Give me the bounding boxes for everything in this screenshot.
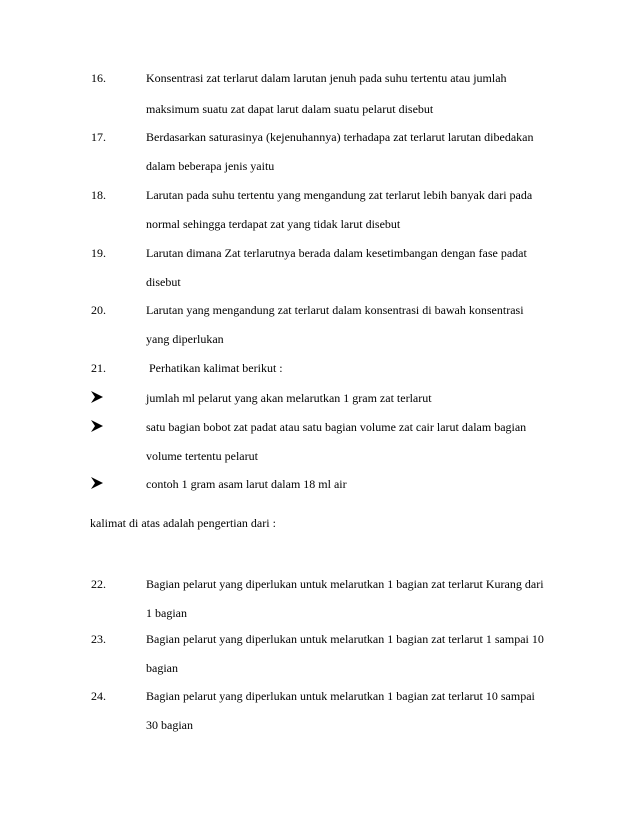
item-number: 17.	[91, 130, 106, 144]
arrowhead-bullet-icon	[90, 390, 106, 406]
item-number: 18.	[91, 188, 106, 202]
question-prompt-text: kalimat di atas adalah pengertian dari :	[90, 516, 276, 530]
bullet-text: jumlah ml pelarut yang akan melarutkan 1 gram zat terlarut	[146, 391, 432, 405]
bullet-text: satu bagian bobot zat padat atau satu bagian volume zat cair larut dalam bagian	[146, 420, 527, 434]
item-number: 23.	[91, 632, 106, 646]
item-text: Konsentrasi zat terlarut dalam larutan jenuh pada suhu tertentu atau jumlah	[146, 71, 507, 85]
item-number: 24.	[91, 689, 106, 703]
item-text: Larutan pada suhu tertentu yang mengandung zat terlarut lebih banyak dari pada	[146, 188, 533, 202]
item-text: Perhatikan kalimat berikut :	[146, 361, 283, 375]
item-text: Bagian pelarut yang diperlukan untuk melarutkan 1 bagian zat terlarut Kurang dari	[146, 577, 544, 591]
item-text: normal sehingga terdapat zat yang tidak larut disebut	[146, 217, 401, 231]
item-text: bagian	[146, 661, 178, 675]
arrowhead-bullet-icon	[90, 419, 106, 435]
item-text: Larutan dimana Zat terlarutnya berada dalam kesetimbangan dengan fase padat	[146, 246, 527, 260]
item-number: 20.	[91, 303, 106, 317]
item-text: 1 bagian	[146, 606, 187, 620]
item-number: 21.	[91, 361, 106, 375]
item-text: Bagian pelarut yang diperlukan untuk melarutkan 1 bagian zat terlarut 1 sampai 10	[146, 632, 544, 646]
item-text: maksimum suatu zat dapat larut dalam suatu pelarut disebut	[146, 102, 434, 116]
item-number: 19.	[91, 246, 106, 260]
bullet-text: volume tertentu pelarut	[146, 449, 258, 463]
bullet-text: contoh 1 gram asam larut dalam 18 ml air	[146, 477, 347, 491]
item-text: yang diperlukan	[146, 332, 224, 346]
item-text: Berdasarkan saturasinya (kejenuhannya) terhadapa zat terlarut larutan dibedakan	[146, 130, 534, 144]
item-text: disebut	[146, 275, 181, 289]
item-number: 16.	[91, 71, 106, 85]
arrowhead-bullet-icon	[90, 476, 106, 492]
item-text: 30 bagian	[146, 718, 193, 732]
item-text: Bagian pelarut yang diperlukan untuk melarutkan 1 bagian zat terlarut 10 sampai	[146, 689, 535, 703]
item-text: dalam beberapa jenis yaitu	[146, 159, 275, 173]
item-text: Larutan yang mengandung zat terlarut dalam konsentrasi di bawah konsentrasi	[146, 303, 524, 317]
item-number: 22.	[91, 577, 106, 591]
